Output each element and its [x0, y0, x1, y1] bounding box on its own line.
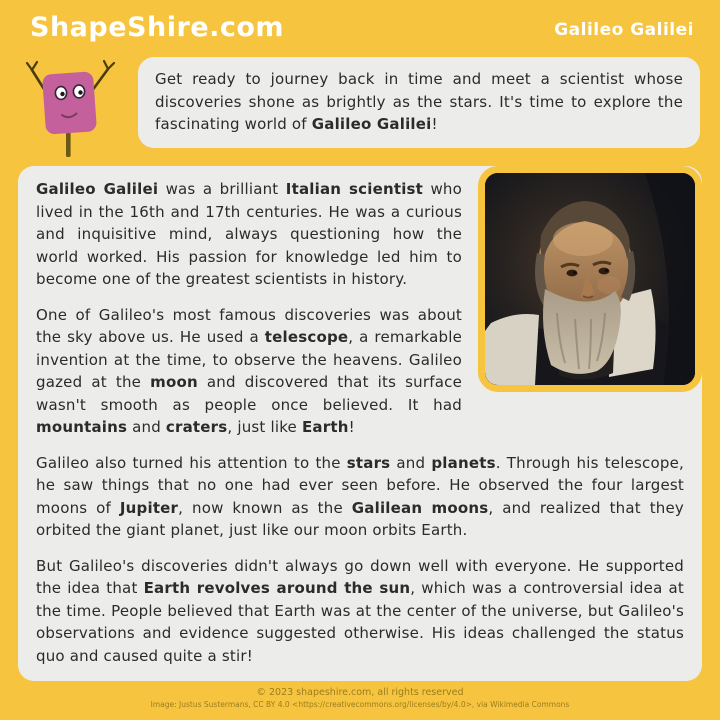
paragraph-4: But Galileo's discoveries didn't always go down well with everyone. He supported the idea that Earth revolves around the sun, which was a controversial idea at the time. People believed that Earth was at the center of the universe, but Galileo's observations and evidence suggested otherwise. His ideas challenged the status quo and caused quite a stir! [36, 556, 685, 665]
footer [0, 687, 720, 710]
galileo-portrait-illustration [485, 173, 695, 385]
image-attribution-text: Image: Justus Sustermans, CC BY 4.0 <https://creativecommons.org/licenses/by/4.0>, via Wikimedia Commons [150, 700, 570, 710]
paragraph-1: Galileo Galilei was a brilliant Italian scientist who lived in the 16th and 17th centuries. He was a curious and inquisitive mind, always questioning how the world worked. His passion for knowledge led him to become one of the greatest scientists in history. [36, 180, 463, 289]
article-panel [18, 166, 702, 681]
intro-section [0, 57, 700, 157]
site-title: ShapeShire.com [30, 12, 285, 43]
mascot-character [0, 57, 138, 157]
header [0, 0, 720, 44]
paragraph-2: One of Galileo's most famous discoveries was about the sky above us. He used a telescope, a remarkable invention at the time, to observe the heavens. Galileo gazed at the moon and discovered that its surface wasn't smooth as people once believed. It had mountains and craters, just like Earth! [36, 305, 463, 437]
copyright-text: © 2023 shapeshire.com, all rights reserved [256, 687, 464, 699]
page-title: Galileo Galilei [554, 20, 694, 41]
intro-speech-bubble: Get ready to journey back in time and meet a scientist whose discoveries shone as brightly as the stars. It's time to explore the fascinating world of Galileo Galilei! [138, 57, 700, 148]
paragraph-3: Galileo also turned his attention to the stars and planets. Through his telescope, he saw things that no one had ever seen before. He observed the four largest moons of Jupiter, now known as the Galilean moons, and realized that they orbited the giant planet, just like our moon orbits Earth. [36, 453, 684, 540]
mascot-square-icon [16, 57, 122, 157]
galileo-portrait-image [478, 166, 702, 392]
